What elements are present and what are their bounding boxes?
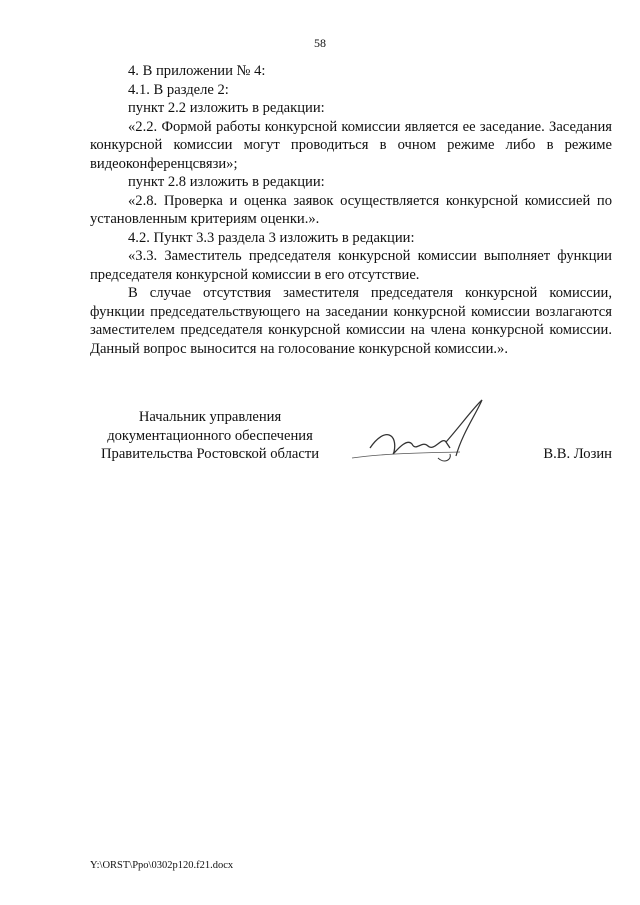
signatory-name: В.В. Лозин bbox=[543, 446, 612, 462]
paragraph: пункт 2.2 изложить в редакции: bbox=[128, 100, 325, 116]
paragraph: 4.2. Пункт 3.3 раздела 3 изложить в редакции: bbox=[128, 229, 415, 246]
document-body bbox=[90, 62, 612, 358]
signature-block bbox=[90, 408, 612, 488]
paragraph: В случае отсутствия заместителя председателя конкурсной комиссии, функции председательствующего на заседании конкурсной комиссии возлагаются заместителем председателя конкурсной комиссии на члена конкурсной комиссии. Данный вопрос выносится на голосование конкурсной комиссии.». bbox=[90, 285, 612, 357]
paragraph: 4. В приложении № 4: bbox=[128, 63, 266, 79]
signatory-title-line: Начальник управления bbox=[138, 409, 282, 425]
paragraph: 4.1. В разделе 2: bbox=[128, 81, 229, 98]
paragraph: «3.3. Заместитель председателя конкурсной комиссии выполняет функции председателя конкурсной комиссии в его отсутствие. bbox=[90, 248, 612, 283]
paragraph: пункт 2.8 изложить в редакции: bbox=[128, 174, 325, 190]
page-number: 58 bbox=[314, 36, 326, 50]
signatory-title-line: Правительства Ростовской области bbox=[100, 446, 320, 462]
handwritten-signature bbox=[350, 396, 490, 476]
paragraph: «2.8. Проверка и оценка заявок осуществляется конкурсной комиссией по установленным критериям оценки.». bbox=[90, 192, 612, 227]
paragraph: «2.2. Формой работы конкурсной комиссии является ее заседание. Заседания конкурсной комиссии могут проводиться в очном режиме либо в режиме видеоконференцсвязи»; bbox=[90, 118, 612, 172]
signatory-title bbox=[90, 408, 330, 464]
file-path-footer: Y:\ORST\Ppo\0302p120.f21.docx bbox=[90, 860, 234, 871]
signatory-title-line: документационного обеспечения bbox=[107, 427, 313, 444]
